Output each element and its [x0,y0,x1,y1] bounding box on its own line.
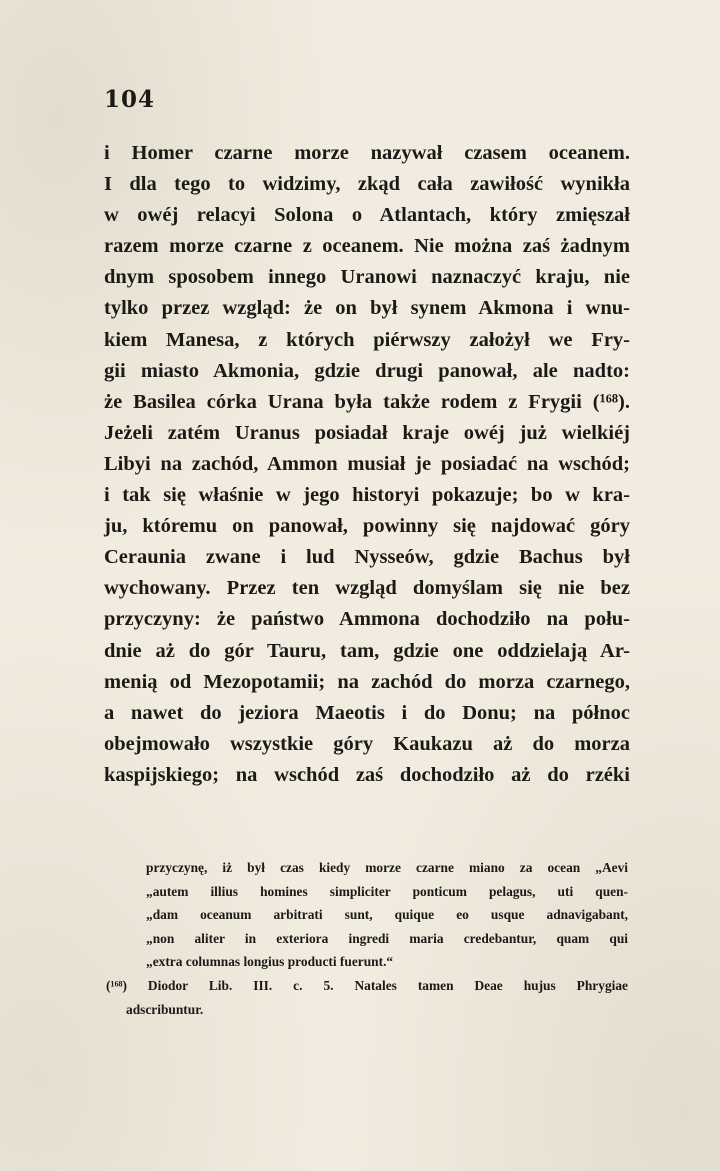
body-line: kiem Manesa, z których piérwszy założył we Fry- [104,328,630,351]
body-line: ju, któremu on panował, powinny się najdować góry [104,515,630,538]
body-line: i tak się właśnie w jego historyi pokazuje; bo w kra- [104,484,630,507]
body-line: Jeżeli zatém Uranus posiadał kraje owéj już wielkiéj [104,421,630,444]
body-line: dnie aż do gór Tauru, tam, gdzie one oddzielają Ar- [104,639,630,662]
footnote-line: „non aliter in exteriora ingredi maria credebantur, quam qui [146,930,628,946]
body-line: i Homer czarne morze nazywał czasem oceanem. [104,142,630,164]
body-line: wychowany. Przez ten wzgląd domyślam się nie bez [104,577,630,600]
body-line: w owéj relacyi Solona o Atlantach, który zmięszał [104,204,630,227]
footnote-line: „dam oceanum arbitrati sunt, quique eo usque adnavigabant, [146,907,628,923]
body-line: obejmowało wszystkie góry Kaukazu aż do morza [104,732,630,755]
body-line: że Basilea córka Urana była także rodem z Frygii (¹⁶⁸). [104,390,630,413]
footnote-line: „autem illius homines simpliciter ponticum pelagus, uti quen- [146,883,628,899]
footnotes [106,856,628,1021]
body-line: razem morze czarne z oceanem. Nie można zaś żadnym [104,235,630,258]
body-line: Libyi na zachód, Ammon musiał je posiadać na wschód; [104,452,630,475]
body-text [104,138,630,791]
body-line: menią od Mezopotamii; na zachód do morza czarnego, [104,670,630,693]
page-number: 104 [104,86,156,113]
body-line: Ceraunia zwane i lud Nysseów, gdzie Bachus był [104,546,630,569]
body-line: I dla tego to widzimy, zkąd cała zawiłość wynikła [104,173,630,196]
footnote-line: „extra columnas longius producti fuerunt.“ [146,954,394,970]
body-line: kaspijskiego; na wschód zaś dochodziło aż do rzéki [104,763,630,786]
body-line: gii miasto Akmonia, gdzie drugi panował, ale nadto: [104,359,630,382]
body-line: tylko przez wzgląd: że on był synem Akmona i wnu- [104,297,630,320]
footnote-168: (¹⁶⁸) Diodor Lib. III. c. 5. Natales tamen Deae hujus Phrygiae [106,977,628,993]
footnote-line: przyczynę, iż był czas kiedy morze czarne miano za ocean „Aevi [146,860,628,875]
body-line: dnym sposobem innego Uranowi naznaczyć kraju, nie [104,266,630,289]
body-line: a nawet do jeziora Maeotis i do Donu; na północ [104,701,630,724]
body-line: przyczyny: że państwo Ammona dochodziło na połu- [104,608,630,631]
footnote-line: adscribuntur. [126,1001,204,1017]
